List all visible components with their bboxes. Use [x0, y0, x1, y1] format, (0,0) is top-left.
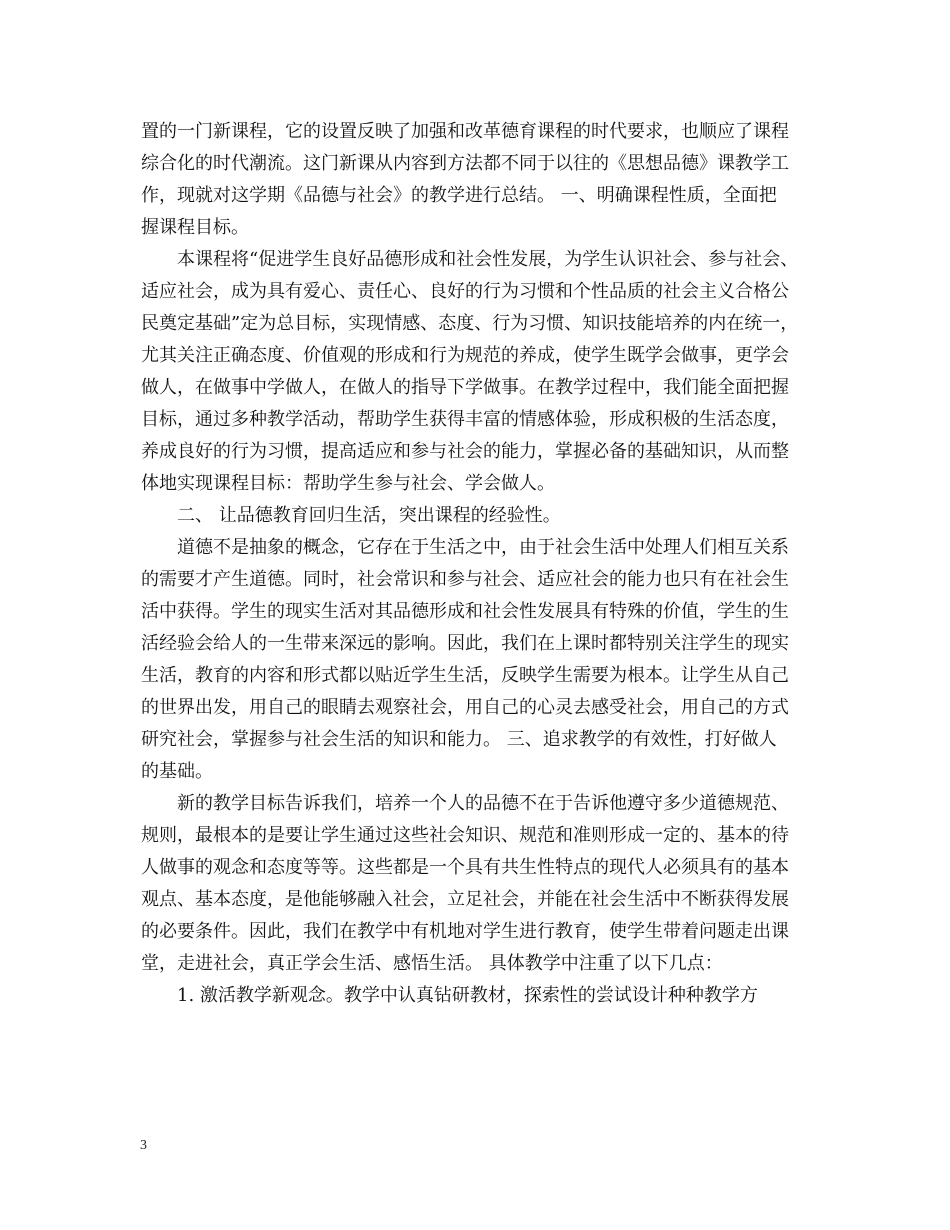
- text-line: 作，现就对这学期《品德与社会》的教学进行总结。 一、明确课程性质，全面把: [141, 185, 777, 206]
- text-line: 二、 让品德教育回归生活，突出课程的经验性。: [177, 505, 561, 526]
- text-line: 本课程将“促进学生良好品德形成和社会性发展，为学生认识社会、参与社会、: [177, 249, 799, 270]
- text-line: 的必要条件。因此，我们在教学中有机地对学生进行教育，使学生带着问题走出课: [141, 921, 789, 942]
- text-line: 养成良好的行为习惯，提高适应和参与社会的能力，掌握必备的基础知识，从而整: [141, 441, 789, 462]
- body-text: [141, 116, 841, 1012]
- text-line: 握课程目标。: [141, 217, 249, 238]
- text-line: 的世界出发，用自己的眼睛去观察社会，用自己的心灵去感受社会，用自己的方式: [141, 697, 789, 718]
- text-line: 人做事的观念和态度等等。这些都是一个具有共生性特点的现代人必须具有的基本: [141, 857, 789, 878]
- text-line: 活经验会给人的一生带来深远的影响。因此，我们在上课时都特别关注学生的现实: [141, 633, 789, 654]
- text-line: 生活，教育的内容和形式都以贴近学生生活，反映学生需要为根本。让学生从自己: [141, 665, 789, 686]
- text-line: 的需要才产生道德。同时，社会常识和参与社会、适应社会的能力也只有在社会生: [141, 569, 789, 590]
- text-line: 堂，走进社会，真正学会生活、感悟生活。 具体教学中注重了以下几点：: [141, 953, 723, 974]
- text-line: 目标，通过多种教学活动，帮助学生获得丰富的情感体验，形成积极的生活态度，: [141, 409, 789, 430]
- text-line: 新的教学目标告诉我们，培养一个人的品德不在于告诉他遵守多少道德规范、: [177, 793, 789, 814]
- text-line: 活中获得。学生的现实生活对其品德形成和社会性发展具有特殊的价值，学生的生: [141, 601, 789, 622]
- text-line: 的基础。: [141, 761, 213, 782]
- text-line: 体地实现课程目标：帮助学生参与社会、学会做人。: [141, 473, 555, 494]
- text-line: 道德不是抽象的概念，它存在于生活之中，由于社会生活中处理人们相互关系: [177, 537, 789, 558]
- text-line: 观点、基本态度，是他能够融入社会，立足社会，并能在社会生活中不断获得发展: [141, 889, 789, 910]
- text-line: 1. 激活教学新观念。教学中认真钻研教材，探索性的尝试设计种种教学方: [177, 985, 758, 1006]
- text-line: 适应社会，成为具有爱心、责任心、良好的行为习惯和个性品质的社会主义合格公: [141, 281, 789, 302]
- text-line: 民奠定基础”定为总目标，实现情感、态度、行为习惯、知识技能培养的内在统一，: [141, 313, 799, 334]
- page-number: 3: [140, 1138, 147, 1153]
- text-line: 尤其关注正确态度、价值观的形成和行为规范的养成，使学生既学会做事，更学会: [141, 345, 789, 366]
- text-line: 做人，在做事中学做人，在做人的指导下学做事。在教学过程中，我们能全面把握: [141, 377, 789, 398]
- text-line: 规则，最根本的是要让学生通过这些社会知识、规范和准则形成一定的、基本的待: [141, 825, 789, 846]
- text-line: 综合化的时代潮流。这门新课从内容到方法都不同于以往的《思想品德》课教学工: [141, 153, 789, 174]
- text-line: 研究社会，掌握参与社会生活的知识和能力。 三、追求教学的有效性，打好做人: [141, 729, 777, 750]
- text-line: 置的一门新课程，它的设置反映了加强和改革德育课程的时代要求，也顺应了课程: [141, 121, 789, 142]
